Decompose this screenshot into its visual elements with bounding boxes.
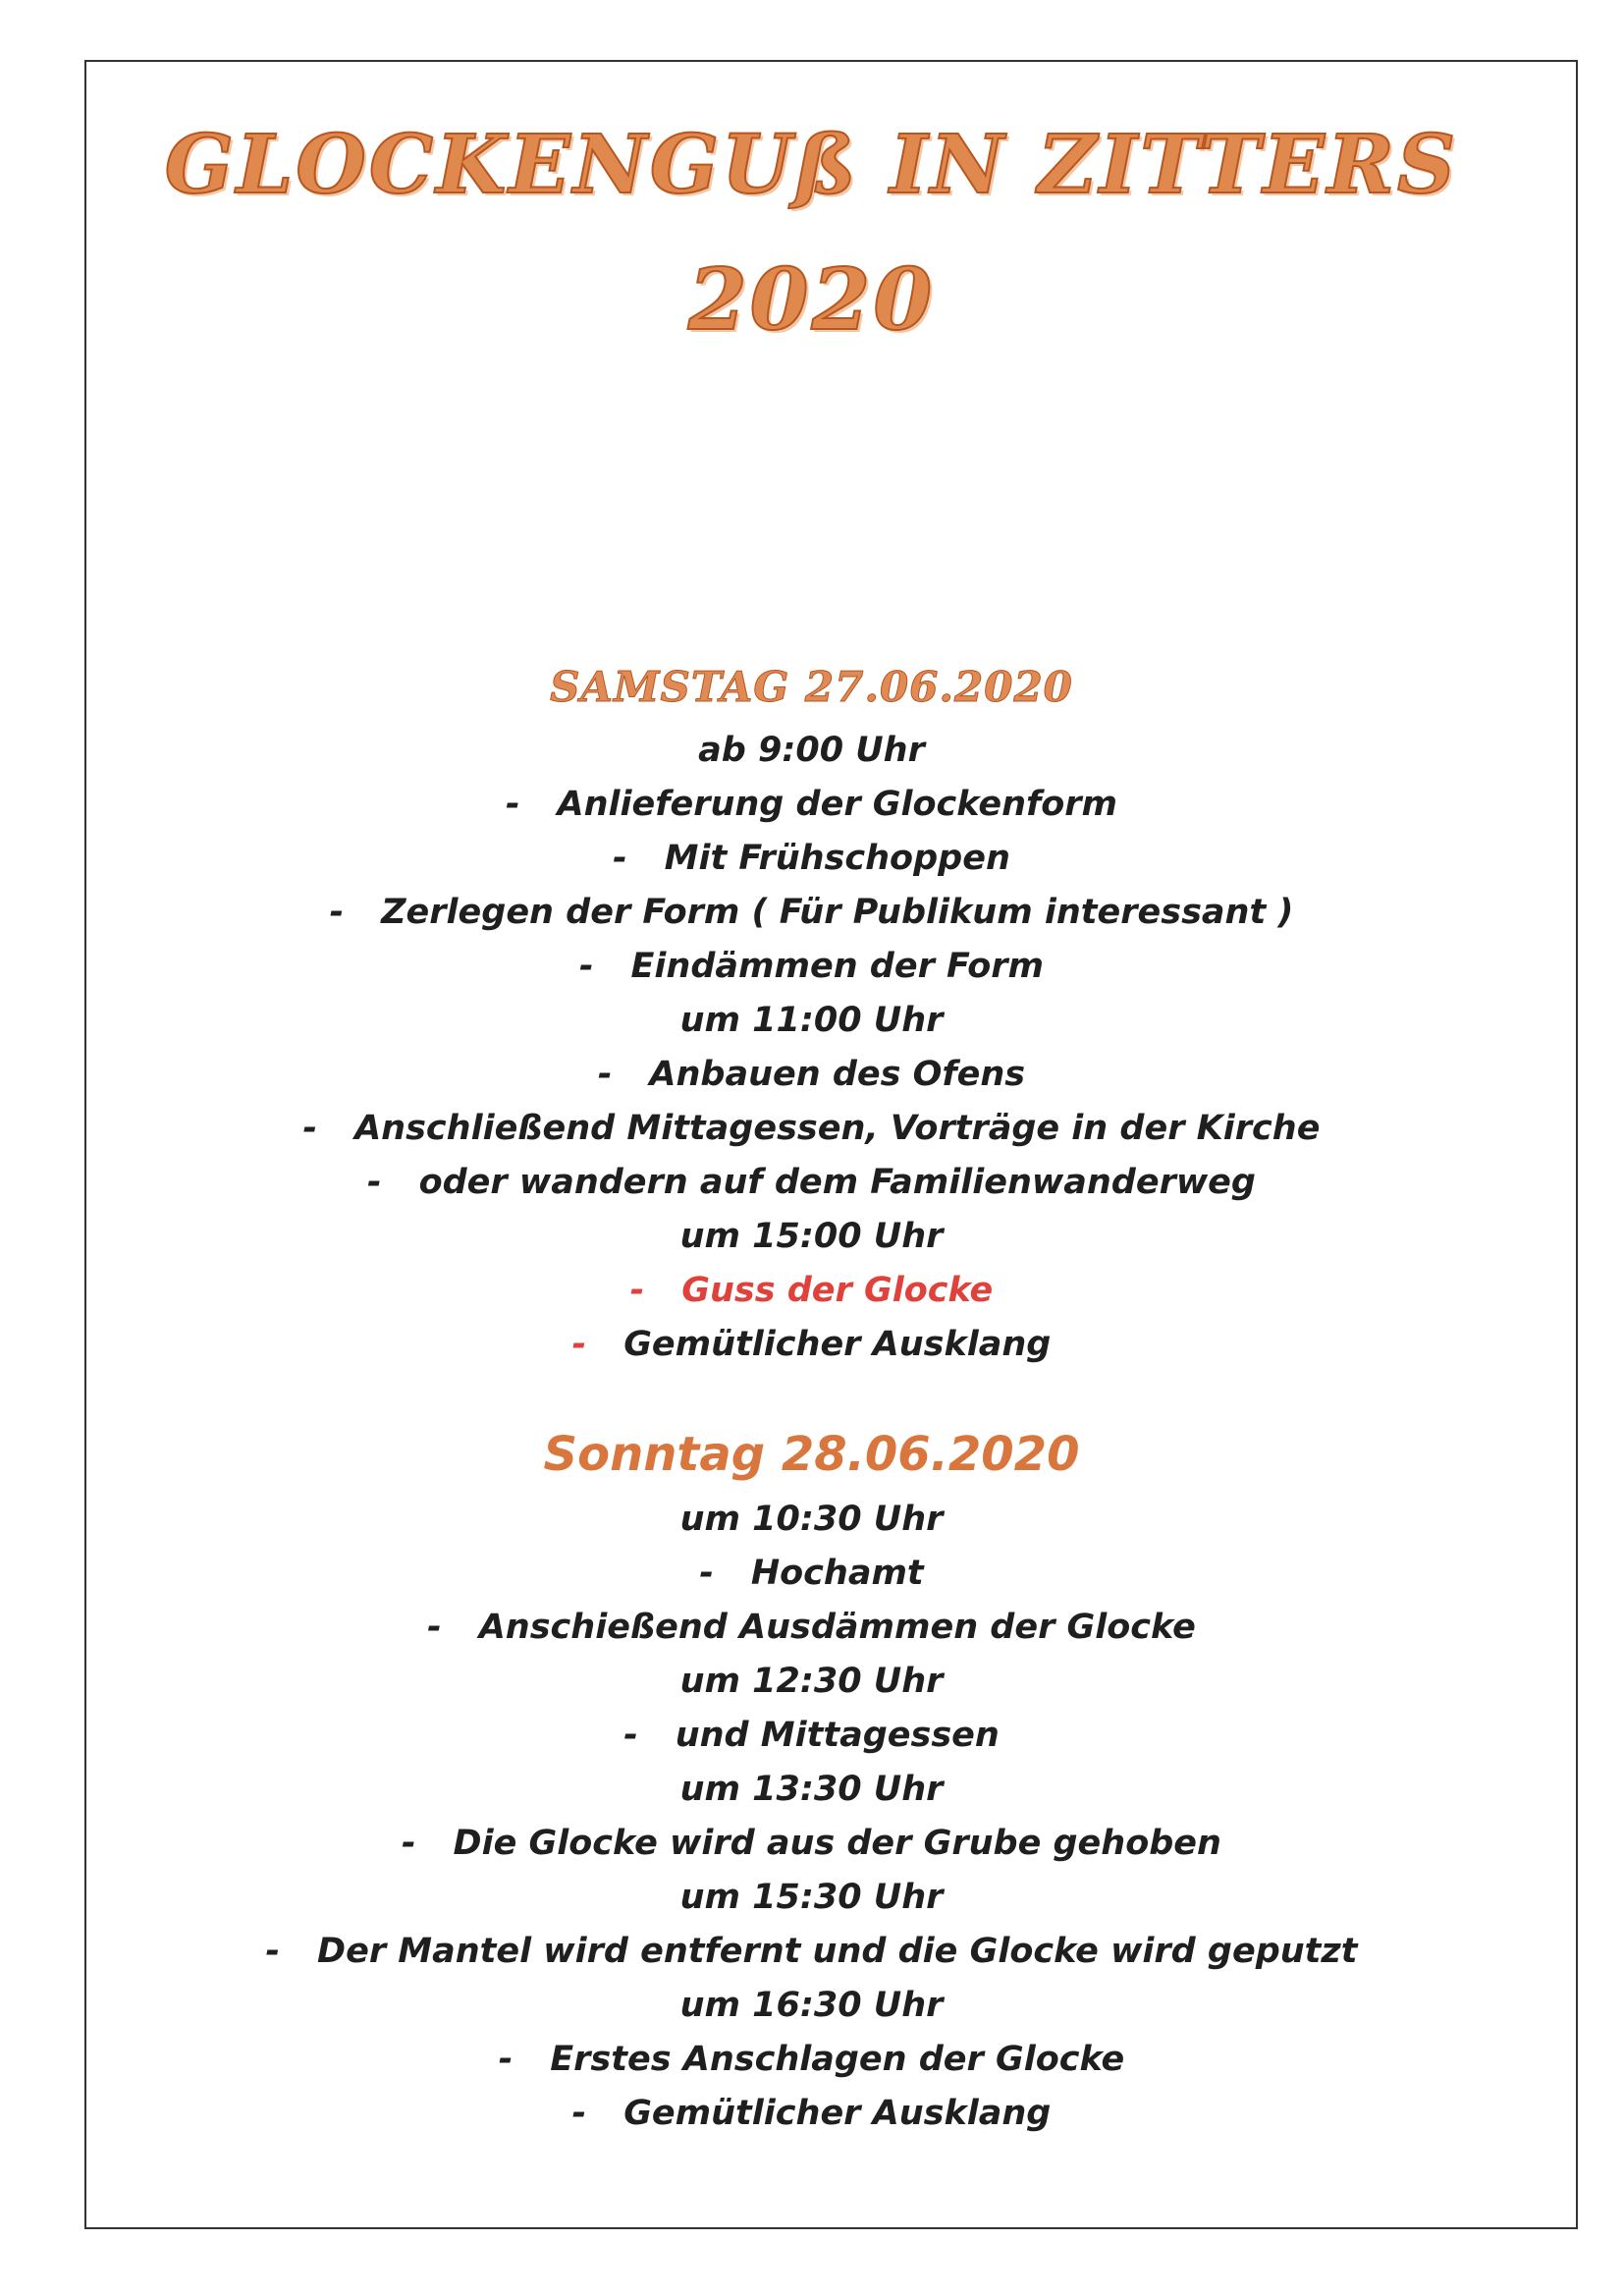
- schedule-line: - Eindämmen der Form: [578, 947, 1044, 986]
- schedule-line: ab 9:00 Uhr: [698, 731, 925, 770]
- schedule-line: - Anbauen des Ofens: [597, 1055, 1026, 1094]
- schedule-line: - Hochamt: [699, 1554, 924, 1593]
- schedule-line-highlight: - Guss der Glocke: [629, 1271, 994, 1310]
- schedule-line: um 15:30 Uhr: [679, 1878, 944, 1917]
- poster-year: 2020: [687, 250, 936, 350]
- schedule-line: - oder wandern auf dem Familienwanderweg: [367, 1163, 1256, 1202]
- schedule-line: - Mit Frühschoppen: [613, 839, 1010, 878]
- schedule-line: - Anschießend Ausdämmen der Glocke: [427, 1608, 1196, 1647]
- schedule-line: - Gemütlicher Ausklang: [571, 2094, 1052, 2133]
- poster-title: GLOCKENGUß IN ZITTERS: [164, 118, 1459, 212]
- schedule-line: um 11:00 Uhr: [679, 1001, 944, 1040]
- schedule-line: um 13:30 Uhr: [679, 1770, 944, 1809]
- schedule-line: - Die Glocke wird aus der Grube gehoben: [402, 1824, 1221, 1863]
- schedule-line: - Der Mantel wird entfernt und die Glocke wird geputzt: [265, 1932, 1358, 1971]
- schedule-line: um 16:30 Uhr: [679, 1986, 944, 2025]
- schedule-line: - Zerlegen der Form ( Für Publikum interessant ): [329, 893, 1294, 932]
- sunday-heading: Sonntag 28.06.2020: [543, 1427, 1080, 1482]
- schedule-line: - Erstes Anschlagen der Glocke: [498, 2040, 1125, 2079]
- schedule-line: - Gemütlicher Ausklang: [571, 1325, 1052, 1364]
- schedule-line: - Anlieferung der Glockenform: [505, 785, 1117, 824]
- saturday-heading: SAMSTAG 27.06.2020: [550, 663, 1073, 711]
- schedule-line: um 10:30 Uhr: [679, 1500, 944, 1539]
- schedule-line: um 15:00 Uhr: [679, 1217, 944, 1256]
- schedule-line: - und Mittagessen: [623, 1716, 1000, 1755]
- schedule-line: um 12:30 Uhr: [679, 1662, 944, 1701]
- schedule-line: - Anschließend Mittagessen, Vorträge in der Kirche: [302, 1109, 1321, 1148]
